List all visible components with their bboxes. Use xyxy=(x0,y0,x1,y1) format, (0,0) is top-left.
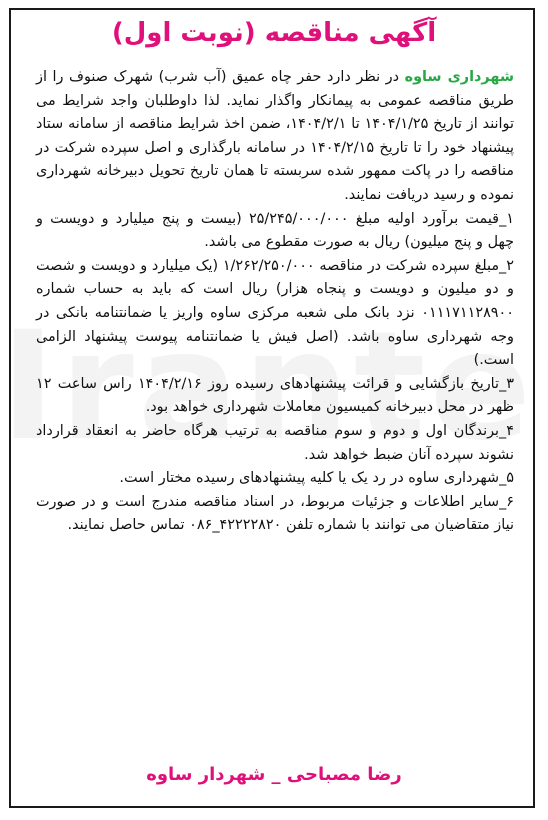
condition-item-6: ۶_سایر اطلاعات و جزئیات مربوط، در اسناد مناقصه مندرج است و در صورت نیاز متقاضیان می توانند با شماره تلفن ۴۲۲۲۲۸۲۰_۰۸۶ تماس حاصل نمایند. xyxy=(36,493,514,534)
intro-paragraph xyxy=(36,66,514,208)
notice-body xyxy=(36,66,514,538)
notice-header xyxy=(0,18,548,48)
condition-item-1: ۱_قیمت برآورد اولیه مبلغ ۲۵/۲۴۵/۰۰۰/۰۰۰ (بیست و پنج میلیارد و دویست و چهل و پنج میلیون) ریال به صورت مقطوع می باشد. xyxy=(36,210,514,251)
condition-item-5: ۵_شهرداری ساوه در رد یک یا کلیه پیشنهادهای رسیده مختار است. xyxy=(119,470,514,487)
intro-text: در نظر دارد حفر چاه عمیق (آب شرب) شهرک صنوف را از طریق مناقصه عمومی به پیمانکار واگذار نماید. لذا داوطلبان واجد شرایط می توانند از تاریخ ۱۴۰۴/۱/۲۵ تا ۱۴۰۴/۲/۱، ضمن اخذ شرایط مناقصه از سامانه ستاد پیشنهاد خود را تا تاریخ ۱۴۰۴/۲/۱۵ در سامانه بارگذاری و اصل سپرده شرکت در مناقصه را در پاکت ممهور شده سربسته تا همان تاریخ تحویل دبیرخانه شهرداری نموده و رسید دریافت نمایند. xyxy=(36,69,514,203)
condition-item-4: ۴_برندگان اول و دوم و سوم مناقصه به ترتیب هرگاه حاضر به انعقاد قرارداد نشوند سپرده آنان ضبط خواهد شد. xyxy=(36,422,514,463)
condition-item-2: ۲_مبلغ سپرده شرکت در مناقصه ۱/۲۶۲/۲۵۰/۰۰۰ (یک میلیارد و دویست و شصت و دو میلیون و دویست و پنجاه هزار) ریال است که باید به حساب شماره ۰۱۱۱۷۱۱۲۸۹۰۰ نزد بانک ملی شعبه مرکزی ساوه واریز یا ضمانتنامه بانکی در وجه شهرداری ساوه باشد. (اصل فیش یا ضمانتنامه پیوست پیشنهاد الزامی است.) xyxy=(36,257,514,369)
condition-item-3: ۳_تاریخ بازگشایی و قرائت پیشنهادهای رسیده روز ۱۴۰۴/۲/۱۶ راس ساعت ۱۲ ظهر در محل دبیرخانه کمیسیون معاملات شهرداری خواهد بود. xyxy=(36,375,514,416)
signature: رضا مصباحی _ شهردار ساوه xyxy=(146,764,402,785)
notice-title: آگهی مناقصه (نوبت اول) xyxy=(111,18,437,48)
organization-name: شهرداری ساوه xyxy=(404,69,514,85)
